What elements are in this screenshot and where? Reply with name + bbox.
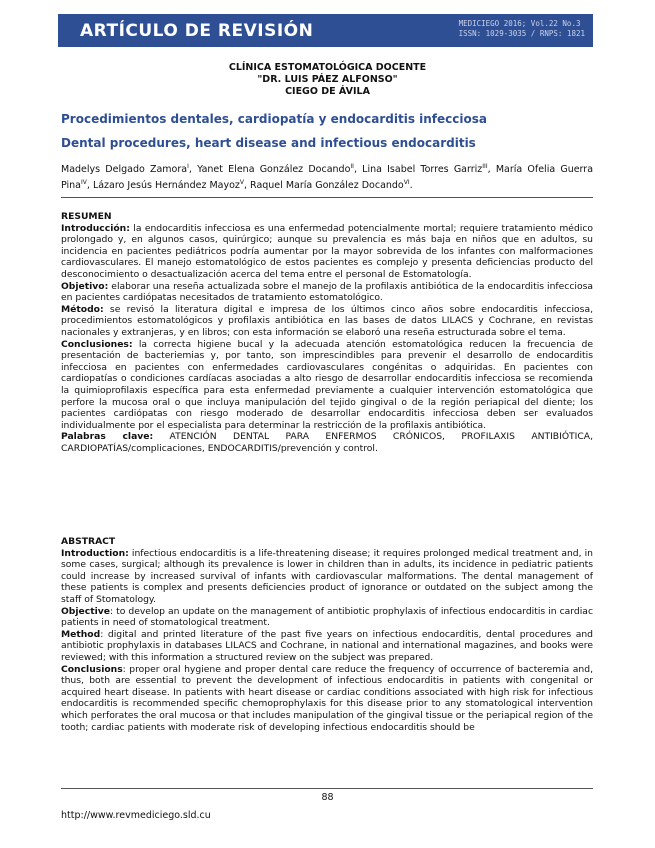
abstract-heading: ABSTRACT bbox=[61, 536, 116, 547]
author: Yanet Elena González Docando$^{II}$, bbox=[197, 163, 363, 176]
author: Raquel María González Docando$^{VI}$. bbox=[250, 179, 413, 192]
section-type-title: ARTÍCULO DE REVISIÓN bbox=[80, 21, 314, 41]
resumen-objetivo: Objetivo: elaborar una reseña actualizada sobre el manejo de la profilaxis antibiótica de la endocarditis infecciosa en pacientes cardiópatas necesitados de tratamiento estomatológico. bbox=[61, 280, 593, 304]
abstract-section bbox=[61, 536, 593, 733]
divider bbox=[61, 197, 593, 198]
institution-line-3: CIEGO DE ÁVILA bbox=[285, 86, 370, 97]
resumen-introduccion: Introducción: la endocarditis infecciosa es una enfermedad potencialmente mortal; requiere tratamiento médico prolongado y, en algunos casos, quirúrgico; aunque su prevalencia es más baja en niños que en adultos, su incidencia en pacientes pediátricos podría aumentar por la mayor sobrevida de los infantes con malformaciones cardiovasculares. El manejo estomatológico de estos pacientes es complejo y presenta deficiencias producto del desconocimiento o desactualización acerca del tema entre el personal de Estomatología. bbox=[61, 222, 593, 280]
page-number: 88 bbox=[321, 792, 334, 803]
abstract-method: Method: digital and printed literature of the past five years on infectious endocarditis, dental procedures and antibiotic prophylaxis in databases LILACS and Cochrane, in national and international magazines, and books were reviewed; with this information a structured review on the subject was prepared. bbox=[61, 628, 593, 663]
author: Lina Isabel Torres Garriz$^{III}$, bbox=[362, 163, 496, 176]
article-title-en: Dental procedures, heart disease and infectious endocarditis bbox=[61, 136, 476, 150]
author: Madelys Delgado Zamora$^I$, bbox=[61, 163, 198, 176]
institution-block bbox=[0, 62, 655, 98]
article-title-es: Procedimientos dentales, cardiopatía y endocarditis infecciosa bbox=[61, 112, 487, 126]
author-list bbox=[61, 160, 593, 192]
journal-issn: ISSN: 1029-3035 / RNPS: 1821 bbox=[458, 29, 585, 38]
header-banner bbox=[58, 14, 593, 47]
journal-volume: MEDICIEGO 2016; Vol.22 No.3 bbox=[458, 19, 581, 28]
journal-url[interactable]: http://www.revmediciego.sld.cu bbox=[61, 810, 211, 821]
resumen-metodo: Método: se revisó la literatura digital e impresa de los últimos cinco años sobre endocarditis infecciosa, procedimientos estomatológicos y profilaxis antibiótica en las bases de datos LILACS y Cochrane, en revistas nacionales y extranjeras, y en libros; con esta información se elaboró una reseña estructurada sobre el tema. bbox=[61, 303, 593, 338]
abstract-objective: Objective: to develop an update on the management of antibiotic prophylaxis of infectious endocarditis in cardiac patients in need of stomatological treatment. bbox=[61, 605, 593, 629]
resumen-conclusiones: Conclusiones: la correcta higiene bucal y la adecuada atención estomatológica reducen la frecuencia de presentación de bacteriemias y, por tanto, son imprescindibles para prevenir el desarrollo de endocarditis infecciosa en pacientes con enfermedades cardiovasculares congénitas o adquiridas. En pacientes con cardiopatías o condiciones cardíacas asociadas a alto riesgo de desarrollar endocarditis infecciosa se recomienda la quimioprofilaxis específica para esta enfermedad previamente a cualquier intervención estomatológica que perfore la mucosa oral o que incluya manipulación del tejido gingival o de la región periapical del diente; los pacientes cardiópatas con riesgo moderado de desarrollar endocarditis infecciosa deben ser evaluados individualmente por el especialista para determinar la restricción de la profilaxis antibiótica. bbox=[61, 338, 593, 431]
institution-line-2: "DR. LUIS PÁEZ ALFONSO" bbox=[257, 74, 398, 85]
resumen-section bbox=[61, 211, 593, 454]
abstract-conclusions: Conclusions: proper oral hygiene and proper dental care reduce the frequency of occurrence of bacteremia and, thus, both are essential to prevent the development of infectious endocarditis in patients with congenital or acquired heart disease. In patients with heart disease or cardiac conditions associated with high risk for infectious endocarditis is recommended specific chemoprophylaxis for this disease prior to any stomatological intervention which perforates the oral mucosa or that includes manipulation of the gingival tissue or the periapical region of the tooth; cardiac patients with moderate risk of developing infectious endocarditis should be bbox=[61, 663, 593, 733]
journal-info bbox=[459, 19, 585, 39]
author: Lázaro Jesús Hernández Mayoz$^V$, bbox=[92, 179, 251, 192]
author: María Ofelia Guerra Pina$^{IV}$, bbox=[61, 164, 594, 192]
footer-divider bbox=[61, 788, 593, 789]
resumen-heading: RESUMEN bbox=[61, 211, 112, 222]
institution-line-1: CLÍNICA ESTOMATOLÓGICA DOCENTE bbox=[228, 62, 427, 73]
abstract-introduction: Introduction: infectious endocarditis is a life-threatening disease; it requires prolonged medical treatment and, in some cases, surgical; although its prevalence is lower in children than in adults, its incidence in pediatric patients could increase by increased survival of infants with cardiovascular malformations. The dental management of these patients is complex and presents deficiencies product of ignorance or outdated on the subject among the staff of Stomatology. bbox=[61, 547, 593, 605]
resumen-keywords: Palabras clave: ATENCIÓN DENTAL PARA ENFERMOS CRÓNICOS, PROFILAXIS ANTIBIÓTICA, CARDIOPATÍAS/complicaciones, ENDOCARDITIS/prevención y control. bbox=[61, 431, 593, 454]
